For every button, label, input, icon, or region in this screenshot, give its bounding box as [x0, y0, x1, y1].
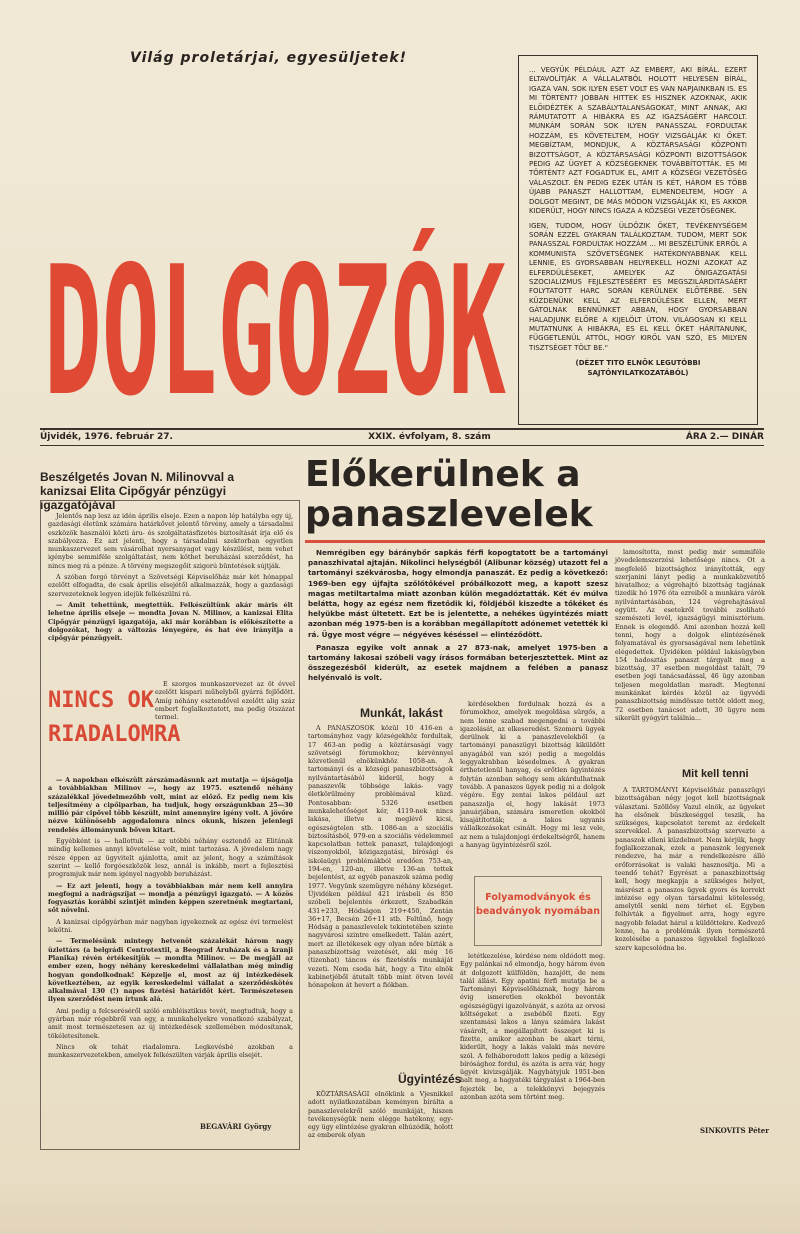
column-paragraph: lamosította, most pedig már semmiféle jövedelemszerzési lehetősége nincs. Ot a megfelelő bizottsághoz irányították, egy szerjanini lányt pedig a munkaközvetítő hivatalhoz; a végrehajtó bizottság tagjának tizedik hó 1976 óta ezreiből a munkára várók nyilvántartásában, 124 végrehajtásával együtt. Az esetekről további zsoliható szemészeti levél, igazságügyi minisztérium. Ennek is elegendő. Ami azonban hozzá kell tenni, hogy a dolgok elintézésének folyamatával és gyorsaságával nem lehetünk elégedettek. Újvidéken például lakásügyben 154 hadosztás panaszt tárgyalt meg a bizottság, 37 esetben megoldást talált, 79 esetben jogi tanácsadással, 46 ügy azonban teljesen megoldatlan maradt. Megtenni munkánkat kérdés közül az ügyvédi panaszbizottság mindössze tettöt oldott meg, 72 esetben tanácsot adott, 30 ügyre nem sikerült gyógyírt találnia...	[615, 548, 765, 722]
quote-paragraph-2: IGEN, TUDOM, HOGY ÜLDÖZIK ŐKET, TEVÉKENYSÉGEM SORÁN EZZEL GYAKRAN TALÁLKOZTAM. TUDOM, MERT SOK PANASSZAL FORDULTAK HOZZÁM ... MI BESZÉLTÜNK ERRŐL A KOMMUNISTA SZÖVETSÉGNEK HATÉKONYABBNAK KELL LENNIE, ES GYORSABBAN HELYREKELL HOZNI AZOKAT AZ ELFERDÜLÉSEKET, AMELYEK AZ ÖNIGAZGATÁSI SZOCIALIZMUS FEJLESZTÉSÉÉRT ES MEGSZILÁRDÍTÁSÁÉRT FOLYTATOTT HARC SORÁN KERÜLNEK ELŐTÉRBE. SEN KÜZDENÜNK KELL AZ ELFERDÜLÉSEK ELLEN, MERT GÁTOLNAK BENNÜNKET ABBAN, HOGY GYORSABBAN HALADJUNK ELŐRE A KIJELÖLT ÚTON. VILÁGOSAN KI KELL MUTATNUNK A HIBÁKRA, ES EL KELL ŐKET HÁRÍTANUNK, FÜGGETLENÜL ATTÓL, HOGY KIRŐL VAN SZÓ, ES MILYEN TISZTSÉGET TÖLT BE."	[529, 221, 747, 352]
left-paragraph: — Ez azt jelenti, hogy a továbbiakban már nem kell annyira megfogni a nadrágszíjat — mondja a pénzügyi igazgató. — A közös fogyasztás korábbi szintjét minden képpen szeretnénk megtartani, sőt növelni.	[48, 881, 293, 915]
subhead-ugyintezes: Ügyintézés	[398, 1072, 462, 1086]
column-paragraph: A PANASZOSOK közül 10 416-en a tartományhoz vagy községekhöz fordultak, 17 463-an pedig a köztársasági vagy szövetségi fórumokhoz; kérvénnyel közvetlenül elnökünkhöz 1058-an. A tartományi és a községi panaszbizottságok nyilvántartásából kiderül, hogy a panaszevők többsége lakás- vagy életkörülmény problémával küzd. Pontosabban: 5326 esetben munkalehetőséget kér, 4119-nek nincs lakása, illetve a meglévő kicsi, egészségtelen stb. 1086-an a szociális biztosításból, 979-en a szociális védelemmel kapcsolatban tettek panaszt, tulajdonjogi viszonyokból, közigazgatási, bírósági és iskolaügyi problémákból eredően 753-an, 194-en, 120-an, illetve 136-an tettek bejelentést, az egyéb panaszok száma pedig 1977. Vegyünk szemügyre néhány községet. Újvidéken például 421 írásbeli és 850 szóbeli bejelentés érkezett, Szabadkán 431+233, Hódságon 219+450, Zentán 36+17, Becsén 26+11 stb. Feltűnő, hogy Hódság a panaszlevelek tekintetében szinte nagyvárosi szintre emelkedett. Talán azért, mert az illetékesek egy olyan nőre bízták a panaszbizottság vezetését, aki még 16 (tizenhat) táncos és fizetéstős munkáját vezeti. Nem csoda hát, hogy a Tito elnök kabinetjéből átutalt több mint ötven levél hónapokon át hevert a fiókban.	[308, 724, 453, 990]
left-paragraph: E szorgos munkaszervezet az öt évvel ezelőtt kispari műhelyből gyárrá fejlődött. Amíg néhány esztendővel ezelőtt alig száz embert foglalkoztatott, ma pedig ötszázat termel.	[155, 680, 295, 722]
left-paragraph: Nincs ok tehát riadalomra. Legkevésbé azokban a munkaszervezetekben, amelyek felkészülten várják április elsejét.	[48, 1042, 293, 1060]
left-article-body-mid	[155, 680, 295, 724]
left-paragraph: — Termelésünk mintegy hetvenöt százalékát három nagy üzlettárs (a belgrádi Centrotextil, a Beograd Áruházak és a kranji Planika) révén értékesítjük — mondta Milinov. — De megjáll az ember ezen, hogy néhány kereskedelmi vállalatban még mindig hogyan gondolkodnak! Képzelje el, most az új intézkedések következtében, az egyik kereskedelmi vállalat a szerződéskötés alkalmával 130 (!) napos fizetési határidőt kért. Természetesen ilyen szerződést nem írtunk alá.	[48, 937, 293, 1004]
main-article-intro	[308, 548, 608, 684]
dateline	[40, 428, 764, 442]
main-column-2	[308, 724, 453, 993]
main-column-4	[615, 548, 765, 725]
column-paragraph: kérdésekben fordulnak hozzá és a fórumokhoz, amelyek megoldása sürgős, a nem lenne szabad megengedni a további igazolását, az elkeseredést. Szomorú ügyek derülnek ki a panaszlevelekből (a tartományi panaszügyi bizottság kiküldött anyagából van szó) pedig a megoldás leggyakrabban késedelmes. A gyakran érthetetlenül hanyag, és erőtlen ügyintézés folytán azonban sehogy sem akárdulhatnak tovább. A panaszos ügyek pedig ni a dolgok végére. Egy zentai lakos például azt panaszolja el, hogy lakását 1973 januárjában, számára ismeretlen okokból kisajátították; a lakos ugyanis vállalkozásokat csinált. Hogy mi lesz vele, az nem a tulajdonjogi érdekeltségről, hanem a hanyag ügyintézésről szól.	[460, 700, 605, 850]
subhead-munkat: Munkát, lakást	[360, 706, 443, 720]
subhead-mit-kell-tenni: Mit kell tenni	[682, 768, 749, 780]
left-paragraph: Egyébként is — hallottuk — az utóbbi néhány esztendő az Elitának mindig kellemes annyi követelése volt, mint tartozása. A jövedelem nagy része éppen az ügyvitelt ajánlotta, amit az jelent, hogy a számítások szerint — kellő forgóeszközök lesz, annál is inkább, mert a fejlesztési programjuk már nem igényel nagyobb beruházást.	[48, 837, 293, 879]
main-article-signature: SINKOVITS Péter	[700, 1126, 769, 1135]
left-article-headline: Beszélgetés Jovan N. Milinovval a kanizsai Elita Cipőgyár pénzügyi igazgatójával	[40, 470, 235, 512]
left-article-signature: BEGAVÁRI György	[200, 1122, 272, 1131]
left-paragraph: — A napokban elkészült zárszámadásunk azt mutatja — újságolja a továbbiakban Milinov —, hogy az 1975. esztendő néhány százalékkal jövedelmezőbb volt, mint az előző. Ez pedig nem kis teljesítmény a cipőiparban, ha tudjuk, hogy országunkban 25—30 millió pár cipővel több készült, mint amennyire igény volt. A jövőre nézve különösebb aggodalomra nincs okunk, hiszen jelenlegi rendelés állományunk bőven kitart.	[48, 776, 293, 834]
masthead-logo	[40, 75, 510, 415]
main-column-3	[460, 700, 605, 852]
main-column-4b	[615, 786, 765, 955]
sidebar-redbox: Folyamodványok és beadványok nyomában	[474, 876, 602, 946]
issue-number: XXIX. évfolyam, 8. szám	[368, 432, 491, 442]
divider	[40, 445, 764, 446]
column-paragraph: A TARTOMÁNYI Képviselőház panaszügyi bizottságában négy jogot kell bizottságnak választani. Szöllősy Vazul elnök, az ügyeket ha elsőnek büszkeséggel teszik, ha szükséges, kapcsolatot teremt az érdekelt szervekkel. A panaszbizottság szervezte a panaszok elleni küzdelmet. Nem kérjük, hogy foglalkozzanak, ezek a panaszok legyenek rendezve, ha már a rendelkezésre álló erőforrásokat is valaki hasznosítja. Mi a teendő tehát? Egyrészt a panaszbizottság kell, hogy megkapja a szükséges helyet, másrészt a panaszos ügyek gyors és korrekt intézése egy olyan társadalmi kötelesség, amelytől senki nem térhet el. Egyben felhívták a figyelmet arra, hogy egyre nagyobb feladat hárul a küldöttekre. Kedvező lenne, ha a problémák ilyen természetű kezelésébe a panaszos ügyekkel foglalkozó szerv kapcsolódna be.	[615, 786, 765, 952]
intro-paragraph-1: Nemrégiben egy báránybőr sapkás férfi kopogtatott be a tartományi panaszhivatal ajtaján. Nikolinci helységből (Alibunar község) utazott fel a tartományi székvárosba, hogy elmondja panaszát. Ez pedig a következő: 1969-ben egy újfajta szőlőtőkével próbálkozott meg, a kapott szesz magas metiltartalma miatt azonban külön megadóztatták. Két év múlva beláttа, hogy az egész nem fizetődik ki, földjéből kiszedte a tőkéket és helyükbe mást ültetett. Ezt be is jelentette, a nehékes ügyintézés miatt azonban még 1975-ben is a korábban megállapított adónemet vetették ki rá. Ügye most végre — négyéves késéssel — elintéződött.	[308, 548, 608, 639]
left-article-body-bottom	[48, 776, 293, 1063]
quote-paragraph-1: ... VEGYÜK PÉLDÁUL AZT AZ EMBERT, AKI BÍRÁL. EZERT ELTAVOLÍTJÁK A VÁLLALATBÓL HOLOTT HELYESEN BÍRÁL, IGAZA VAN. SOK ILYEN ESET VOLT ES VAN NAPJAINKBAN IS. ES MI TÖRTÉNT? JOBBAN HITTEK ES HISZNEK AZOKNAK, AKIK ELŐIDÉZTÉK A SZABÁLYTALANSÁGOKAT, MINT ANNAK, AKI RÁMUTATOTT A HIBÁKRA ES AZ IGAZSÁGÉRT HARCOLT. MUNKÁM SORÁN SOK ILYEN PANASSZAL FORDULTAK HOZZÁM, ES KÖVETELTEM, HOGY VIZSGÁLJÁK KI ŐKET. MEGBÍZTAM, MONDJUK, A KÖZTÁRSASÁGI KÖZPONTI BIZOTTSÁGOT, A KÖZTÁRSASÁGI KÖZPONTI BIZOTTSÁGOK PEDIG AZ ÜGYET A KÖZSÉGEKNEK TOVÁBBÍTOTTÁK. ES MI TÖRTÉNT? AZT FOGADTUK EL, AMIT A KÖZSÉGI VEZETŐSÉG VÁLASZOLT. ÉN PEDIG EZEK UTÁN IS KÉT, HÁROM ES TÖBB ÚJABB PANASZT HALLOTTAM, ELMENDELTEM, HOGY A DOLGOT MEGINT, DE MÁS MÓDON VIZSGÁLJÁK KI, ES AKKOR KIDERÜLT, HOGY NINCS IGAZA A KÖZSÉGI VEZETŐSÉGNEK.	[529, 66, 747, 216]
masthead	[40, 75, 510, 415]
left-article-kicker: NINCS OK RIADALOMRA	[48, 688, 181, 747]
motto: Világ proletárjai, egyesüljetek!	[130, 50, 408, 66]
left-paragraph: A kanizsai cipőgyárban már nagyban igyekeznek az egész évi termelést lekötni.	[48, 917, 293, 935]
main-article-headline: Előkerülnek a panaszlevelek	[305, 454, 593, 535]
left-paragraph: A szóban forgó törvényt a Szövetségi Képviselőház már két hónappal ezelőtt elfogadta, de csak április elsejétől alkalmazzák, hogy a gazdasági szervezeteknek legyen idejük felkészülni rá.	[48, 573, 293, 598]
column-paragraph: letétkezelése, kérdése nem oldódott meg. Egy palánkai nő elmondja, hogy három éven át dolgozott külföldön, hazajött, de nem talál állást. Egy apatini férfi mutatja be a Tartományi Képviselőháznak, hogy három évig ismeretlen okokból bevonták egészségügyi igazolványát, s azóta az orvosi költségeket a zsebéből fizeti. Egy szentamási lakos a lánya számára lakást vásárolt, a megállapított összeget ki is fizette, amikor azonban be akart térni, kiderült, hogy a lakás valaki más nevére szól. A felháborodott lakos pedig a községi bírósághoz fordul, és azóta is arra vár, hogy ügyét kivizsgálják. Nagybátyjuk 1951-ben halt meg, a hagyatéki tárgyalást a 1964-ben fejezték be, a telekkönyvi bejegyzés azonban azóta sem történt meg.	[460, 952, 605, 1102]
place-date: Újvidék, 1976. február 27.	[40, 432, 173, 442]
intro-paragraph-2: Panasza egyike volt annak a 27 873-nak, amelyet 1975-ben a tartomány lakosai szóbeli vagy írásos formában beterjesztettek. Mint az összegezésből kiderült, az esetek majdnem a felében a panasz helyénvaló is volt.	[308, 642, 608, 683]
tito-quote-box	[518, 55, 758, 425]
paper-edge	[0, 1180, 800, 1234]
quote-source: (DÉZET TITO ELNÖK LEGUTÓBBI SAJTÓNYILATKOZATÁBÓL)	[575, 359, 701, 377]
left-paragraph: Jelentős nap lesz az idén április elseje. Ezen a napon lép hatályba egy új, gazdasági életünk számára határkővet jelentő törvény, amely a társadalmi eszközök használói közti áru- és szolgáltatásfizetés biztosítását írja elő és szabályozza. Ez azt jelenti, hogy a társadalmi szektorban egyetlen munkaszervezet sem vásárolhat nyersanyagot vagy készülést, nem vehet igénybe semmiféle szolgáltatást, nem köthet beruházási szerződést, ha nincs meg rá a pénze. A törvény megszegőit szigorú büntetések sújtják.	[48, 512, 293, 570]
left-paragraph: Ami pedig a felcseréséről szóló embléisztikus tevét, megtudtuk, hogy a gyárban már régebbről van egy, a munkahelyekre vonatkozó szabályzat, amit most természetesen az új intézkedések szellemében módosítanak, tökéletesítenek.	[48, 1006, 293, 1040]
masthead-title: DOLGOZÓK	[44, 228, 506, 415]
price: ÁRA 2.— DINÁR	[685, 432, 764, 442]
main-column-3b	[460, 952, 605, 1104]
left-article-body-top	[48, 512, 293, 645]
headline-rule	[305, 540, 765, 543]
main-column-2b	[308, 1090, 453, 1143]
column-paragraph: KÖZTÁRSASÁGI elnökünk a Vjesnikkel adott nyilatkozatában keményen bírálta a panaszlevelekről szóló munkáját, hiszen tevékenységük nem elégge hatékony, egy-egy ügy elintézése gyakran elhúzódik, holott az emberek olyan	[308, 1090, 453, 1140]
left-paragraph: — Amit tehettünk, megtettük. Felkészültünk akár máris élt lehetne április elseje — mondta Jovan N. Milinov, a kanizsai Elita Cipőgyár pénzügyi igazgatója, aki már korábban is előkészítette a dolgozókat, hogy a változás lényegére, és hat éve irányítja a cipőgyár pénzügyeit.	[48, 600, 293, 643]
